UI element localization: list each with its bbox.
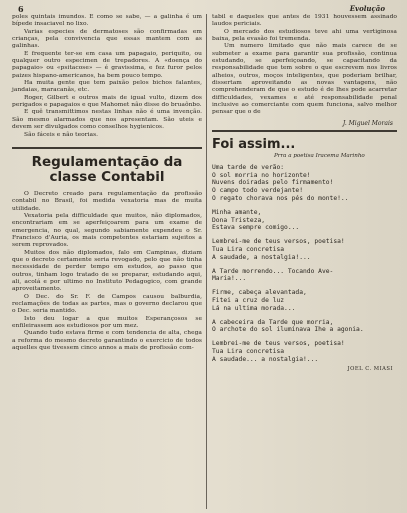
paragraph: Quando tudo estava firme e com tendencia de alta, chega a reforma do mesmo decreto garantindo o exercicio de todos aquelles que tivessem cinco annos a mais de profissão com-	[12, 330, 202, 352]
paragraph: Ha muita gente que tem paixão pelos bichos falantes, jandaias, maracanãs, etc.	[12, 80, 202, 94]
poem-line: Lá na ultima morada...	[212, 304, 296, 312]
paragraph: E quê transmittimos nestas linhas não é uma invenção. São mesmo alarmados que nos apresentam. São uteis e devem ser divulgados como conselhos hygienicos.	[12, 109, 202, 131]
poem-line: O sol morria no horizonte!	[212, 171, 311, 179]
poem-line: Uma tarde de verão:	[212, 163, 285, 171]
poem-line: Fitei a cruz de luz	[212, 296, 285, 304]
section-divider	[212, 130, 397, 132]
paragraph: Muitos dos não diplomados, falo em Campinas, diziam que o decreto certamente seria revogado, pelo que não tinha necessidade de perder tempo em estudos, ao passo que outros, tinham logo tratado de se preparar, estudando aqui, ali, acolá e por ultimo no Instituto Pedagogico, com grande aproveitamento.	[12, 249, 202, 293]
article-title: Regulamentação da classe Contabil	[31, 153, 183, 185]
journal-title: Evolução	[349, 4, 385, 13]
poem	[212, 138, 397, 372]
poem-line: A saudade, a nostalgia!...	[212, 253, 311, 261]
poem-stanza	[212, 238, 397, 261]
poem-line: Tua Lira concretisa	[212, 245, 285, 253]
poem-stanza	[212, 164, 397, 203]
poem-stanza	[212, 209, 397, 232]
poem-stanza	[212, 268, 397, 284]
poem-line: A Tarde morrendo... Tocando Ave-	[212, 267, 334, 275]
poem-stanza	[212, 340, 397, 363]
article-regulamentacao	[12, 155, 202, 353]
left-column	[12, 14, 202, 352]
poem-line: O campo todo verdejante!	[212, 187, 303, 195]
paragraph: O mercado dos estudiosos teve ahi uma vertiginosa baixa, pela evasão foi tremenda.	[212, 28, 397, 43]
paragraph: tabil e daqueles que antes de 1931 houvessem assinado laudos periciais.	[212, 14, 397, 28]
poem-line: Nuvens doiradas pelo firmamento!	[212, 179, 334, 187]
paragraph: Roger, Gilbert e outros mais de igual vulto, dizem dos perigados e papagaios e que Mahomet não disse do bruaônbo.	[12, 94, 202, 109]
poem-line: Estava sempre comigo...	[212, 224, 300, 232]
poem-line: O regato chorava nos pés do monte!..	[212, 195, 349, 202]
poem-stanza	[212, 289, 397, 312]
poem-line: O archote do sol iluminava Ihe a agonia.	[212, 326, 364, 334]
page-number: 6	[18, 4, 24, 14]
paragraph: São fáceis e não teorias.	[24, 131, 99, 138]
poem-line: A cabeceira da Tarde que morria,	[212, 318, 334, 326]
poem-author: JOEL C. MIASI	[347, 365, 393, 372]
article-signature: J. Miguel Morais	[342, 119, 393, 127]
left-top-article	[12, 14, 202, 139]
paragraph: Isto deu logar a que muitos Esperançosos se enfileirassem aos estudiosos por um mez.	[12, 315, 202, 330]
poem-line: Dona Tristeza,	[212, 216, 266, 224]
poem-stanza	[212, 319, 397, 335]
poem-line: Lembrei-me de teus versos, poetisa!	[212, 340, 345, 348]
article-continuation	[212, 14, 397, 127]
section-divider	[12, 147, 202, 149]
poem-line: Tua Lira concretisa	[212, 347, 285, 355]
poem-line: A saudade... a nostalgia!...	[212, 355, 319, 363]
right-column	[212, 14, 397, 372]
paragraph: O Decreto creado para regulamentação da profissão contabil no Brasil, foi medida vexatoria mas de muita utilidade.	[12, 190, 202, 212]
paragraph: O Dec. do Sr. F. de Campos causou balburdia, reclamações de todas as partes, mas o governo declarou que o Dec. seria mantido.	[12, 293, 202, 315]
poem-line: Maria!...	[212, 275, 247, 283]
paragraph: poles quintais imundos. E como se sabe, — a galinha é um bípede insaciavel no lixo.	[12, 14, 202, 28]
poem-line: Firme, cabeça alevantada,	[212, 289, 307, 297]
paragraph: E frequente ter-se em casa um papagaio, periquito, ou qualquer outro especimen de trepadores. A «doença do papagaio» ou «psitacose» — é gravissima, e fez furor pelos paizes hispano-americanos, ha bem pouco tempo.	[12, 50, 202, 79]
poem-title: Foi assim...	[212, 136, 296, 152]
paragraph: Varias especies de dermatoses são confirmadas em crianças, pela convivencia que essas mantem com as galinhas.	[12, 28, 202, 50]
poem-dedication: Prra a poetisa Iracema Marinho	[274, 152, 365, 159]
column-divider	[206, 14, 207, 509]
paragraph: Um numero limitado que não mais carece de se submeter a exame para garantir sua profissão, continua estudando, se aperfeiçoando, se capacitando da responsabilidade que tem sobre o que escrevem nos livros alheios, outros, moços inteligentes, que poderiam brilhar, dissertam aproveitando as novas vantagens, não comprehenderam de que o estudo é de lhes pode acarretar difficuldades, vexames e até responsabilidade penal inclusive ao comerciante com quem funciona, salvo melhor pensar que o de	[212, 43, 397, 116]
paragraph: Vexatoria pela difficuldade que muitos, não diplomados, encontrariam em se aperfeiçoarem para um exame de emergencia, no qual, segundo sabiamente expendeu o Sr. Francisco d'Auria, os mais competentes estariam sujeitos a serem reprovados.	[12, 212, 202, 249]
poem-line: Lembrei-me de teus versos, poetisa!	[212, 238, 345, 246]
poem-line: Minha amante,	[212, 208, 262, 216]
